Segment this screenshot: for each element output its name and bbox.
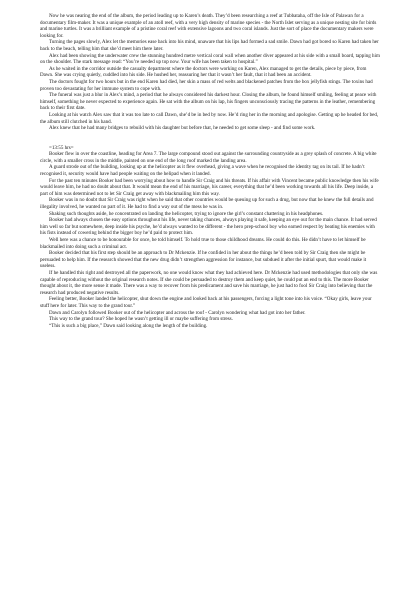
paragraph: Dawn and Carolyn followed Booker out of the helicopter and across the roof - Carolyn wondering what had got into her father. xyxy=(49,309,306,316)
paragraph: The funeral was just a blur in Alex’s mind, a period that he always considered his darkest hour. Closing the album, he found himself smiling, feeling at peace with himself, something he never expected to experience again. He sat with the album on his lap, his fingers unconsciously tracing the patterns in the leather, remembering back to their first date. xyxy=(40,92,377,112)
paragraph: Booker flew in over the coastline, heading for Area 7. The large compound stood out against the surrounding countryside as a grey splash of concrete. A big white circle, with a smaller cross in the middle, painted on one end of the long roof marked the landing area. xyxy=(40,151,377,164)
paragraph: Looking at his watch Alex saw that it was too late to call Dawn, she’d be in bed by now. He’d ring her in the morning and apologise. Getting up he headed for bed, the album still clutched in his hand. xyxy=(40,111,379,125)
paragraph: Now he was nearing the end of the album, the period leading up to Karen’s death. They’d been researching a reef at Tubbataha, off the Isle of Palawan for a documentary film-maker. It was a unique example of an atoll reef, with a very high density of marine species - the North Islet serving as a unique nesting site for birds and marine turtles. It was a brilliant example of a pristine coral reef with extensive lagoons and two coral islands. Just the sort of place the documentary makers were looking for. xyxy=(40,13,377,39)
paragraph: Well here was a chance to be honourable for once, he told himself. To hold true to those childhood dreams. He could do this. He didn’t have to let himself be blackmailed into doing such a criminal act. xyxy=(40,237,366,250)
section-break-heading: =13:55 hrs= xyxy=(49,144,74,151)
paragraph: Turning the pages slowly, Alex let the memories ease back into his mind, unaware that his lips had formed a sad smile. Dawn had got bored so Karen had taken her back to the beach, telling him that she’d meet him there later. xyxy=(40,39,379,52)
paragraph: If he handled this right and destroyed all the paperwork, no one would know what they had achieved here. Dr Mckenzie had used methodologies that only she was capable of reproducing without the original research notes. If she could be persuaded to destroy them and keep quiet, he could put an end to this. The more Booker thought about it, the more sense it made. There was a way to recover from his predicament and save his marriage, he just had to fool Sir Craig into believing that the research had produced negative results. xyxy=(40,269,378,296)
paragraph: Alex had been showing the underwater crew the stunning hundred metre vertical coral wall when another diver appeared at his side with a small board, tapping him on the shoulder. The stark message read: “You’re needed up top now. Your wife has been taken to hospital.” xyxy=(40,52,380,66)
paragraph: Shaking such thoughts aside, he concentrated on landing the helicopter, trying to ignore the girl’s constant chattering in his headphones. xyxy=(49,210,324,217)
paragraph: Booker had always chosen the easy options throughout his life, never taking chances, always playing it safe, keeping an eye out for the main chance. It had served him well so far but somewhere, deep inside his psyche, he’d always wanted to be different - the hero prep-school boy who earned respect by beating his enemies with his fists instead of cowering behind the bigger boy he’d paid to protect him. xyxy=(40,217,377,237)
paragraph: “This is such a big place,” Dawn said looking along the length of the building. xyxy=(49,322,208,329)
paragraph: Feeling better, Booker landed the helicopter, shut down the engine and looked back at his passengers, forcing a light tone into his voice. “Okay girls, leave your stuff here for later. This way to the grand tour.” xyxy=(40,296,372,309)
paragraph: The doctors fought for two hours but in the end Karen had died, her skin a mass of red welts and blackened patches from the box jellyfish stings. The toxins had proven too devastating for her immune system to cope with. xyxy=(40,78,373,92)
paragraph: For the past ten minutes Booker had been worrying about how to handle Sir Craig and his threats. If his affair with Vincent became public knowledge then his wife would leave him, he had no doubt about that. It would mean the end of his marriage, his career, everything that he’d been working towards all his life. Deep inside, a part of him was determined not to let Sir Craig get away with blackmailing him this way. xyxy=(40,177,379,197)
blank-line xyxy=(40,132,380,145)
paragraph: Alex knew that he had many bridges to rebuild with his daughter but before that, he needed to get some sleep - and find some work. xyxy=(49,125,316,132)
section-before xyxy=(40,13,380,132)
paragraph: Booker decided that his first step should be an approach to Dr Mckenzie. If he confided in her about the things he’d been told by Sir Craig then she might be persuaded to help him. If the research showed that the new drug didn’t strengthen aggression for instance, but subdued it after the initial spurt, that would make it useless. xyxy=(40,250,367,270)
paragraph: This way to the grand tour? She hoped he wasn’t getting ill or maybe suffering from stress. xyxy=(49,316,233,323)
section-after xyxy=(40,151,380,329)
paragraph: As he waited in the corridor outside the casualty department where the doctors were working on Karen, Alex managed to get the details, piece by piece, from Dawn. She was crying quietly, cuddled into his side. He hushed her, reassuring her that it wasn’t her fault, that it had been an accident. xyxy=(40,65,367,79)
paragraph: A guard strode out of the building, looking up at the helicopter as it flew overhead, giving a wave when he recognised the identity tag on its tail. If he hadn’t recognised it, security would have had people waiting on the helipad when it landed. xyxy=(40,164,365,178)
paragraph: Booker was in no doubt that Sir Craig was right when he said that other countries would be queuing up for such a drug, but now that he knew the full details and illegality involved, he wanted no part of it. He had to find a way out of the mess he was in. xyxy=(40,197,374,211)
